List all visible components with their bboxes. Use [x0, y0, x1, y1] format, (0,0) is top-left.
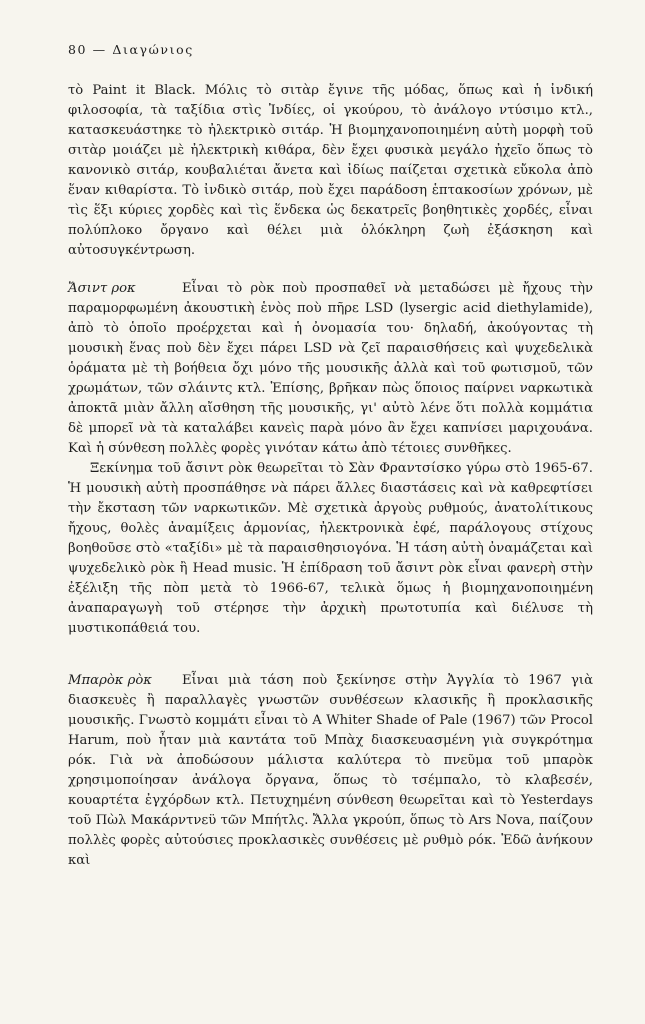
intro-paragraph: τὸ Paint it Black. Μόλις τὸ σιτὰρ ἔγινε τῆς μόδας, ὅπως καὶ ἡ ἰνδική φιλοσοφία, τὰ ταξίδια στὶς Ἰνδίες, οἱ γκούρου, τὸ ἀνάλογο ντύσιμο κτλ., κατασκευάστηκε τὸ ἠλεκτρικὸ σιτάρ. Ἡ βιομηχανοποιημένη αὐτὴ μορφὴ τοῦ σιτὰρ μοιάζει μὲ ἠλεκτρικὴ κιθάρα, δὲν ἔχει φυσικὰ μεγάλο ἠχεῖο ὅπως τὸ κανονικὸ σιτάρ, κουβαλιέται ἄνετα καὶ ἰδίως παίζεται σχετικὰ εὔκολα ἀπὸ ἕναν κιθαρίστα. Τὸ ἰνδικὸ σιτάρ, ποὺ ἔχει παράδοση ἑπτακοσίων χρόνων, μὲ τὶς ἕξι κύριες χορδὲς καὶ τὶς ἕνδεκα ὡς δεκατρεῖς βοηθητικὲς χορδές, εἶναι πολύπλοκο ὄργανο καὶ θέλει μιὰ ὁλόκληρη ζωὴ ἐξάσκηση καὶ αὐτοσυγκέντρωση. — [68, 83, 593, 258]
entry-baroque-rock-paragraph-1 — [68, 671, 593, 871]
entry-baroque-rock — [68, 671, 593, 871]
entry-term-acid-rock: Ἄσιντ ροκ — [68, 281, 136, 296]
section-gap — [68, 657, 593, 671]
entry-acid-rock-paragraph-2: Ξεκίνημα τοῦ ἄσιντ ρὸκ θεωρεῖται τὸ Σὰν Φραντσίσκο γύρω στὸ 1965-67. Ἡ μουσικὴ αὐτὴ προσπάθησε νὰ πάρει ἄλλες διαστάσεις καὶ νὰ καθρεφτίσει τὴν ἔκσταση τῶν ναρκωτικῶν. Μὲ σχετικὰ ἀργοὺς ρυθμούς, ἀνατολίτικους ἤχους, θολὲς ἀναμίξεις ἁρμονίας, ἠλεκτρονικὰ ἐφέ, παράλογους στίχους βοηθοῦσε στὸ «ταξίδι» μὲ τὰ παραισθησιογόνα. Ἡ τάση αὐτὴ ὀναμάζεται καὶ ψυχεδελικὸ ρὸκ ἢ Head music. Ἡ ἐπίδραση τοῦ ἄσιντ ρὸκ εἶναι φανερὴ στὴν ἐξέλιξη τῆς πὸπ μετὰ τὸ 1966-67, τελικὰ ὅμως ἡ βιομηχανοποιημένη ἀναπαραγωγὴ τοῦ στέρησε τὴν ἀρχικὴ πρωτοτυπία καὶ διέλυσε τὴ μυστικοπάθειά του. — [68, 461, 593, 636]
entry-baroque-rock-text-1: Εἶναι μιὰ τάση ποὺ ξεκίνησε στὴν Ἀγγλία τὸ 1967 γιὰ διασκευὲς ἢ παραλλαγὲς γνωστῶν συνθέσεων κλασικῆς ἢ προκλασικῆς μουσικῆς. Γνωστὸ κομμάτι εἶναι τὸ A Whiter Shade of Pale (1967) τῶν Procol Harum, ποὺ ἦταν μιὰ καντάτα τοῦ Μπὰχ διασκευασμένη γιὰ συγκρότημα ρόκ. Γιὰ νὰ ἀποδώσουν μάλιστα καλύτερα τὸ πνεῦμα τοῦ μπαρὸκ χρησιμοποίησαν ἀνάλογα ὄργανα, ὅπως τὸ τσέμπαλο, τὸ κλαβεσέν, κουαρτέτα ἐγχόρδων κτλ. Πετυχημένη σύνθεση θεωρεῖται καὶ τὸ Yesterdays τοῦ Πὼλ Μακάρντνεϋ τῶν Μπήτλς. Ἄλλα γκρούπ, ὅπως τὸ Ars Nova, παίζουν πολλὲς φορὲς αὐτούσιες προκλασικὲς συνθέσεις μὲ ρυθμὸ ρόκ. Ἐδῶ ἀνήκουν καὶ — [68, 673, 593, 868]
entry-acid-rock — [68, 279, 593, 639]
intro-paragraph-block — [68, 81, 593, 261]
entry-acid-rock-text-1: Εἶναι τὸ ρὸκ ποὺ προσπαθεῖ νὰ μεταδώσει μὲ ἤχους τὴν παραμορφωμένη ἀκουστικὴ ἑνὸς ποὺ πῆρε LSD (lysergic acid diethylamide), ἀπὸ τὸ ὁποῖο προέρχεται καὶ ἡ ὀνομασία του· δηλαδή, ἀκούγοντας τὴ μουσικὴ ἕνας ποὺ δὲν ἔχει πάρει LSD νὰ ζεῖ παραισθήσεις καὶ ψυχεδελικὰ ὁράματα μὲ τὴ βοήθεια ὄχι μόνο τῆς μουσικῆς ἀλλὰ καὶ τοῦ φωτισμοῦ, τῶν χρωμάτων, τῶν σλάιντς κτλ. Ἐπίσης, βρῆκαν πὼς ὅποιος παίρνει ναρκωτικὰ ἀποκτᾶ μιὰν ἄλλη αἴσθηση τῆς μουσικῆς, γι' αὐτὸ λένε ὅτι πολλὰ κομμάτια δὲ μπορεῖ νὰ τὰ καταλάβει κανεὶς παρὰ μόνο ἂν ἔχει καπνίσει μαριχουάνα. Καὶ ἡ σύνθεση πολλὲς φορὲς γινόταν κάτω ἀπὸ τέτοιες συνθῆκες. — [68, 281, 593, 456]
entry-acid-rock-paragraph-1 — [68, 279, 593, 459]
entry-term-baroque-rock: Μπαρὸκ ρὸκ — [68, 673, 152, 688]
page-header: 80 — Διαγώνιος — [68, 42, 194, 57]
